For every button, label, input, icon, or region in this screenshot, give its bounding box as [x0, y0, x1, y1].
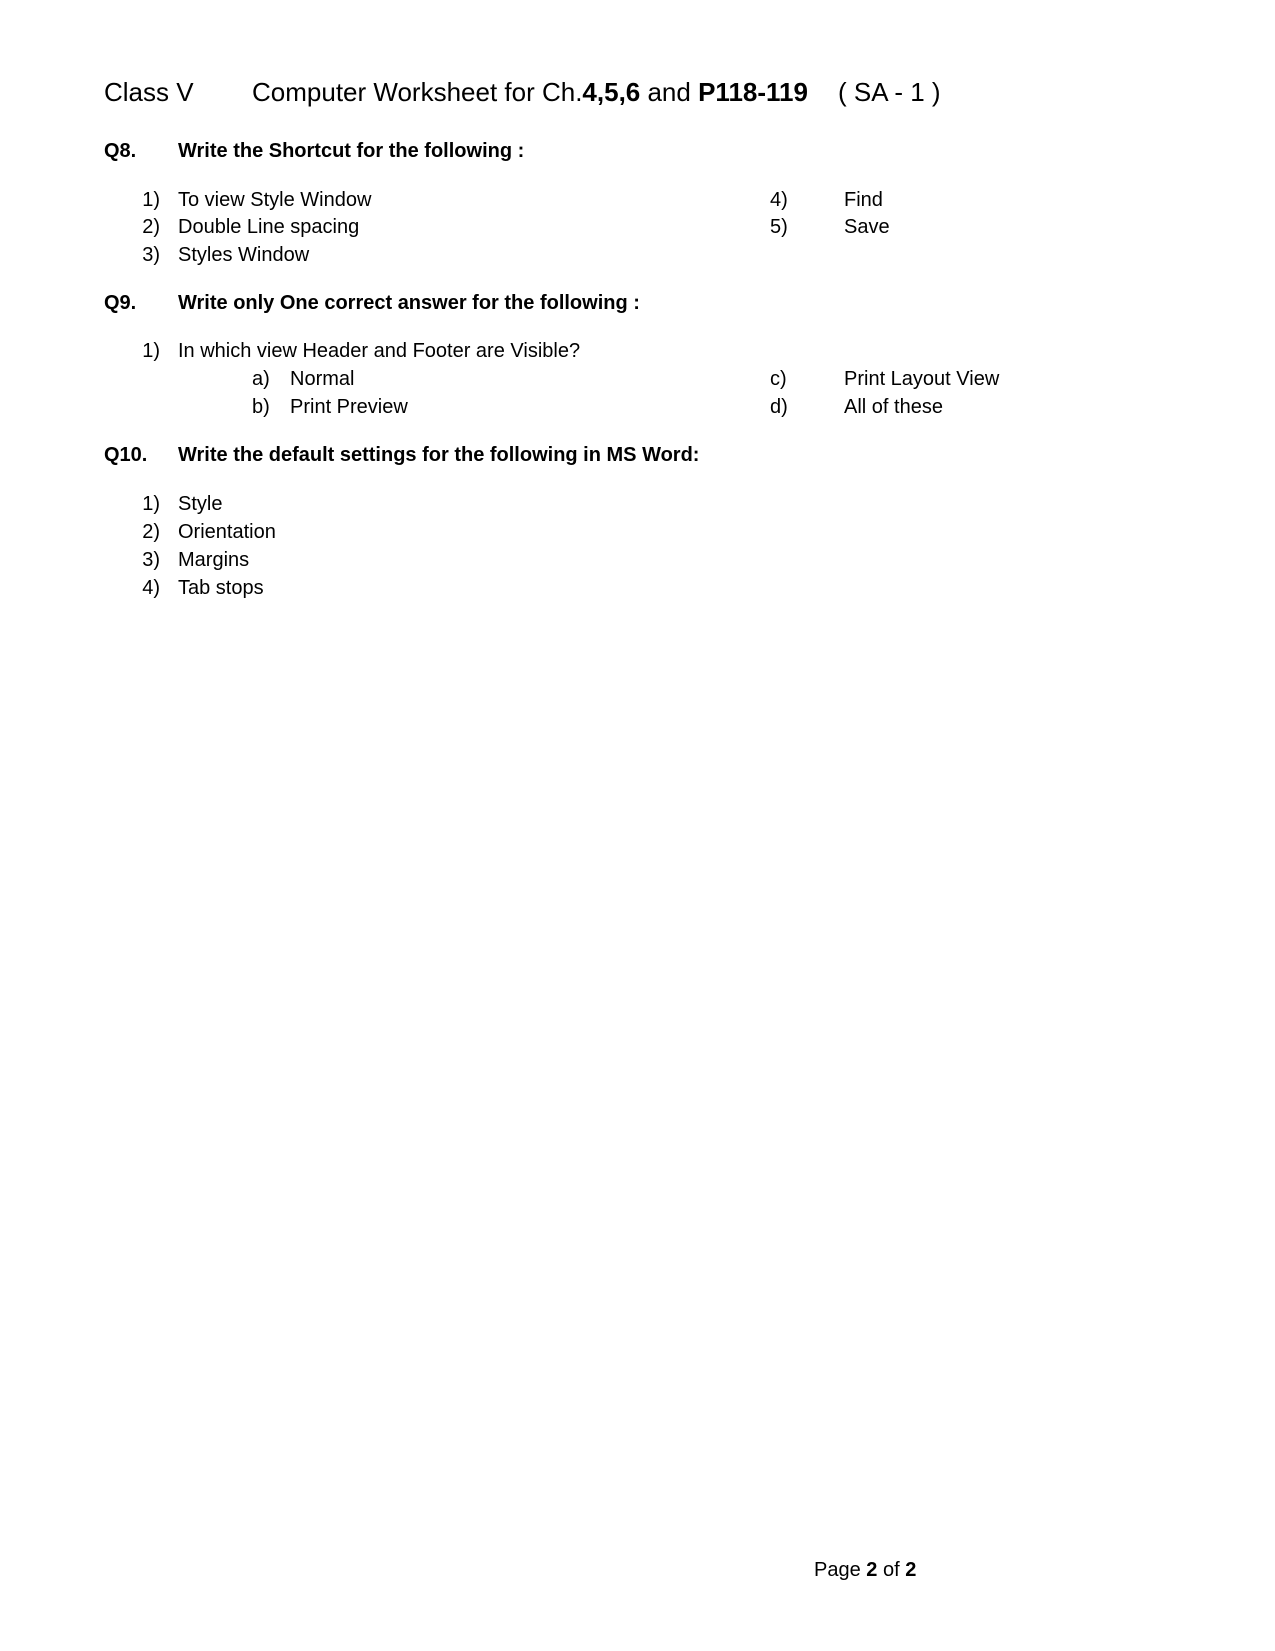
worksheet-title — [252, 77, 808, 107]
title-prefix: Computer Worksheet for Ch. — [252, 77, 583, 107]
q10-item-4-number: 4) — [142, 577, 160, 599]
q10-number: Q10. — [104, 444, 148, 466]
title-and: and — [640, 77, 699, 107]
q8-item-4-text: Find — [844, 189, 883, 211]
q8-item-3-number: 3) — [142, 244, 160, 266]
q9-question-text: In which view Header and Footer are Visible? — [178, 340, 581, 362]
q8-item-3-text: Styles Window — [178, 244, 310, 266]
q10-item-3-number: 3) — [142, 549, 160, 571]
page-of: of — [877, 1559, 906, 1581]
q9-option-c-text: Print Layout View — [844, 368, 1000, 390]
q8-item-5-text: Save — [844, 216, 890, 238]
q9-question-number: 1) — [142, 340, 160, 362]
q10-item-3-text: Margins — [178, 549, 250, 571]
q9-option-d-text: All of these — [844, 396, 943, 418]
page-total: 2 — [905, 1559, 917, 1581]
q10-item-4-text: Tab stops — [178, 577, 264, 599]
page-current: 2 — [866, 1559, 878, 1581]
q10-item-2-text: Orientation — [178, 521, 276, 543]
q8-item-4-number: 4) — [770, 189, 788, 211]
q8-item-2-text: Double Line spacing — [178, 216, 360, 238]
q9-option-c-letter: c) — [770, 368, 787, 390]
q8-item-1-text: To view Style Window — [178, 189, 372, 211]
q9-option-a-text: Normal — [290, 368, 355, 390]
q8-number: Q8. — [104, 140, 137, 162]
title-pages: P118-119 — [698, 77, 808, 107]
q9-prompt: Write only One correct answer for the following : — [178, 292, 640, 314]
q10-item-1-number: 1) — [142, 493, 160, 515]
q10-prompt: Write the default settings for the following in MS Word: — [178, 444, 700, 466]
q8-item-5-number: 5) — [770, 216, 788, 238]
page-number — [814, 1558, 916, 1582]
class-label: Class V — [104, 77, 194, 107]
q9-number: Q9. — [104, 292, 137, 314]
q8-item-1-number: 1) — [142, 189, 160, 211]
title-chapters: 4,5,6 — [582, 77, 641, 107]
q10-item-2-number: 2) — [142, 521, 160, 543]
q8-prompt: Write the Shortcut for the following : — [178, 140, 525, 162]
q9-option-b-text: Print Preview — [290, 396, 408, 418]
page-word: Page — [814, 1559, 867, 1581]
q8-item-2-number: 2) — [142, 216, 160, 238]
q9-option-b-letter: b) — [252, 396, 270, 418]
q9-option-d-letter: d) — [770, 396, 788, 418]
q10-item-1-text: Style — [178, 493, 223, 515]
title-term: ( SA - 1 ) — [838, 77, 941, 107]
q9-option-a-letter: a) — [252, 368, 270, 390]
